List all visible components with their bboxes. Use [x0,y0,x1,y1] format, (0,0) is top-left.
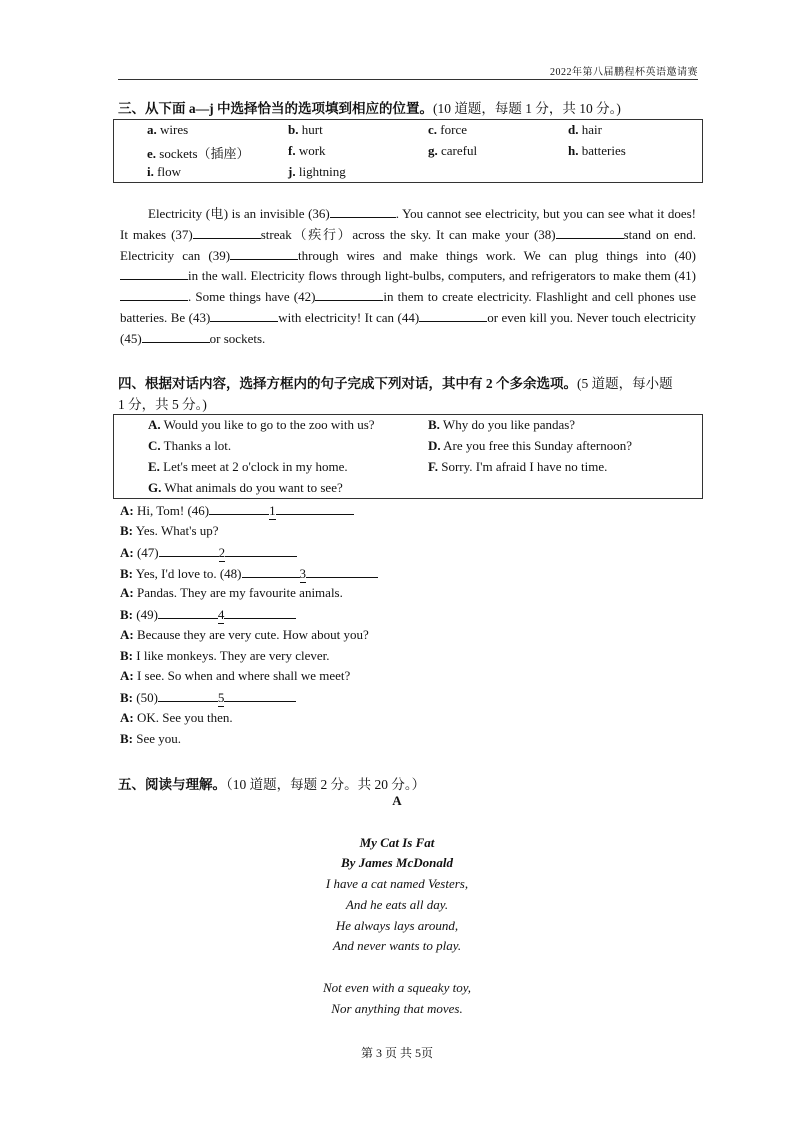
option-D: D. Are you free this Sunday afternoon? [428,438,632,453]
section3-title-points: (10 道题，每题 1 分，共 10 分。) [433,101,621,116]
option-F: F. Sorry. I'm afraid I have no time. [428,459,608,474]
dialogue-line: A: Because they are very cute. How about you? [120,627,369,642]
option-E: E. Let's meet at 2 o'clock in my home. [148,459,348,474]
blank-45[interactable] [142,330,210,343]
section4-title [118,372,673,392]
option-a: a. wires [147,122,189,137]
exam-header: 2022年第八届鹏程杯英语邀请赛 [550,67,698,78]
section3-title [118,97,621,117]
section4-title-points: (5 道题，每小题 [577,376,673,391]
option-G: G. What animals do you want to see? [148,480,343,495]
section4-title-main: 四、根据对话内容，选择方框内的句子完成下列对话，其中有 2 个多余选项。 [118,376,577,391]
option-f: f. work [288,143,326,158]
blank-49[interactable] [158,606,218,619]
dialogue-line: A: Hi, Tom! (46) 1 [120,502,354,520]
blank-37[interactable] [193,226,261,239]
option-C: C. Thanks a lot. [148,438,232,453]
blank-38[interactable] [556,226,624,239]
part-label: A [392,793,402,808]
dialogue-line: B: (49) 4 [120,606,296,624]
option-i: i. flow [147,164,181,179]
poem-line: And never wants to play. [332,938,462,953]
dialogue-line: A: OK. See you then. [120,710,233,725]
poem-line: I have a cat named Vesters, [325,876,469,891]
poem-line: He always lays around, [335,918,459,933]
blank-42[interactable] [315,288,383,301]
dialogue-line: A: (47) 2 [120,544,297,562]
poem-line: Not even with a squeaky toy, [322,980,472,995]
blank-41[interactable] [120,288,188,301]
section5-title [118,773,425,793]
blank-39[interactable] [230,247,298,260]
option-c: c. force [428,122,467,137]
blank-44[interactable] [419,309,487,322]
dialogue-line: A: I see. So when and where shall we meet? [120,668,351,683]
dialogue-line: B: See you. [120,731,182,746]
blank-47[interactable] [159,544,219,557]
option-h: h. batteries [568,143,626,158]
option-A: A. Would you like to go to the zoo with us? [148,417,375,432]
dialogue-line: A: Pandas. They are my favourite animals. [120,585,343,600]
blank-48[interactable] [242,565,300,578]
blank-43[interactable] [210,309,278,322]
section5-title-main: 五、阅读与理解。 [118,777,226,792]
header-rule [118,79,698,80]
poem-title: My Cat Is Fat [359,835,435,850]
section4-title-line2: 1 分，共 5 分。) [118,397,207,412]
poem-author: By James McDonald [341,855,453,870]
blank-40[interactable] [120,267,188,280]
option-b: b. hurt [288,122,323,137]
dialogue-line: B: Yes. What's up? [120,523,219,538]
blank-36[interactable] [330,205,396,218]
dialogue-line: B: (50) 5 [120,689,296,707]
page-number: 第 3 页 共 5页 [360,1046,433,1060]
option-d: d. hair [568,122,602,137]
option-g: g. careful [428,143,478,158]
poem-line: And he eats all day. [345,897,449,912]
option-B: B. Why do you like pandas? [428,417,576,432]
option-j: j. lightning [288,164,346,179]
electricity-passage: Electricity (电) is an invisible (36) . You cannot see electricity, but you can see what it does! It makes (37) streak（疾行）across the sky. It can make your (38) stand on end. Electricity can (39) through wires and make things work. We can plug things into (40)in the wall. Electricity flows through light-bulbs, computers, and refrigerators to make them (41). Some things have (42) in them to create electricity. Flashlight and cell phones use batteries. Be (43) with electricity! It can (44) or even kill you. Never touch electricity (45) or sockets. [120,206,697,346]
dialogue-line: B: I like monkeys. They are very clever. [120,648,330,663]
section3-title-main: 三、从下面 a—j 中选择恰当的选项填到相应的位置。 [118,101,433,116]
option-e: e. sockets（插座） [147,146,250,161]
section5-title-points: （10 道题，每题 2 分。共 20 分。） [226,777,426,792]
blank-46[interactable] [209,502,269,515]
dialogue-line: B: Yes, I'd love to. (48) 3 [120,565,378,583]
poem-line: Nor anything that moves. [331,1001,463,1016]
blank-50[interactable] [158,689,218,702]
